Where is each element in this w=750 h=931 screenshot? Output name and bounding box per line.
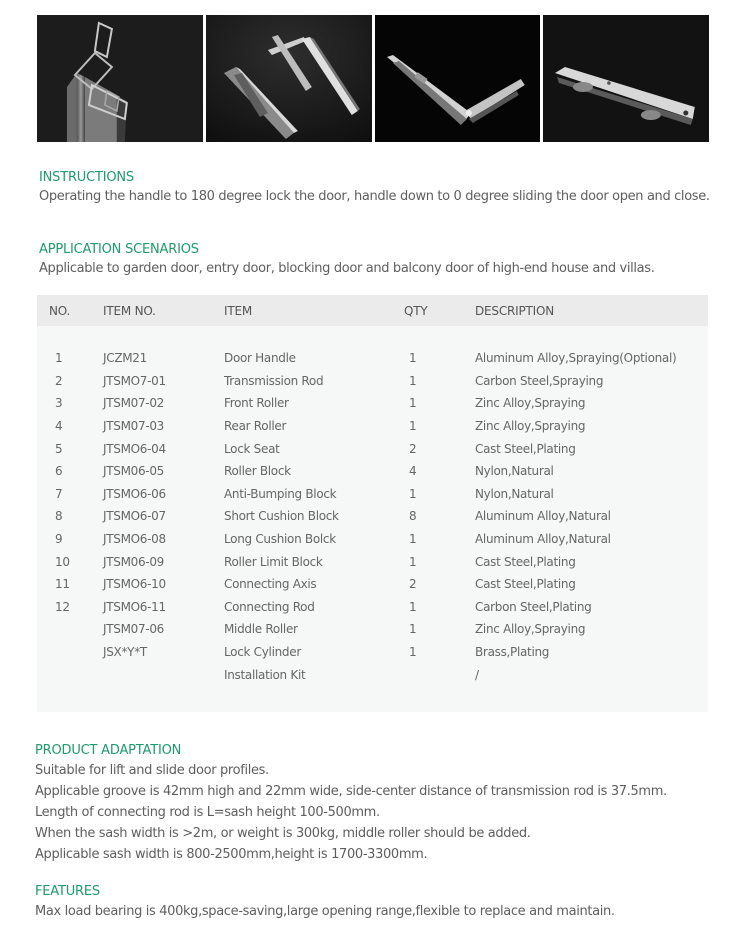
cell-description: Carbon Steel,Plating [475,599,592,614]
cell-qty: 2 [409,441,417,456]
cell-item: Front Roller [224,396,289,411]
adaptation-line: Suitable for lift and slide door profiles. [35,763,269,778]
cell-item-no: JSX*Y*T [103,645,147,660]
cell-description: Zinc Alloy,Spraying [475,396,586,411]
header-description: DESCRIPTION [475,303,555,318]
cell-item: Door Handle [224,351,296,366]
table-row [37,550,708,573]
cell-item-no: JTSM07-06 [103,622,165,637]
cell-qty: 8 [409,509,417,524]
cell-qty: 1 [409,599,417,614]
cell-qty: 4 [409,464,417,479]
cell-item-no: JTSM06-05 [103,464,165,479]
table-body [37,326,708,686]
cell-item: Roller Limit Block [224,554,323,569]
table-row [37,483,708,506]
parts-table [37,295,708,712]
cell-no: 4 [55,419,63,434]
cell-no: 10 [55,554,70,569]
table-row [37,528,708,551]
header-item-no: ITEM NO. [103,303,156,318]
product-gallery [37,15,709,142]
cell-no: 6 [55,464,63,479]
cell-no: 8 [55,509,63,524]
header-qty: QTY [404,303,428,318]
instructions-text: Operating the handle to 180 degree lock the door, handle down to 0 degree sliding the door open and close. [39,189,710,204]
cell-description: Cast Steel,Plating [475,577,576,592]
cell-item-no: JTSMO6-10 [103,577,166,592]
cell-item: Roller Block [224,464,291,479]
cell-qty: 1 [409,486,417,501]
features-section [35,883,615,922]
adaptation-line: Applicable sash width is 800-2500mm,height is 1700-3300mm. [35,847,428,862]
adaptation-heading: PRODUCT ADAPTATION [35,743,182,758]
cell-item-no: JTSM06-09 [103,554,165,569]
table-row [37,618,708,641]
cell-description: Aluminum Alloy,Natural [475,532,611,547]
cell-no: 7 [55,486,63,501]
adaptation-line: Length of connecting rod is L=sash height 100-500mm. [35,805,380,820]
cell-item: Installation Kit [224,667,306,682]
cell-description: Carbon Steel,Spraying [475,373,604,388]
cell-no: 9 [55,532,63,547]
cell-no: 1 [55,351,63,366]
cell-item: Lock Seat [224,441,280,456]
cell-description: Nylon,Natural [475,464,554,479]
cell-item-no: JTSM07-02 [103,396,165,411]
cell-item: Rear Roller [224,419,287,434]
table-row [37,596,708,619]
features-text: Max load bearing is 400kg,space-saving,large opening range,flexible to replace and maintain. [35,904,615,919]
cell-item: Transmission Rod [224,373,324,388]
cell-description: Aluminum Alloy,Spraying(Optional) [475,351,677,366]
cell-description: Zinc Alloy,Spraying [475,419,586,434]
application-heading: APPLICATION SCENARIOS [39,242,199,257]
adaptation-section [35,742,667,865]
adaptation-line: When the sash width is >2m, or weight is 300kg, middle roller should be added. [35,826,531,841]
cell-item: Anti-Bumping Block [224,486,337,501]
cell-no: 2 [55,373,63,388]
table-row [37,370,708,393]
cell-description: Brass,Plating [475,645,550,660]
cell-qty: 1 [409,373,417,388]
cell-item-no: JTSMO6-07 [103,509,166,524]
cell-item-no: JTSMO6-06 [103,486,166,501]
cell-description: Aluminum Alloy,Natural [475,509,611,524]
cell-item-no: JCZM21 [103,351,147,366]
cell-item-no: JTSMO6-04 [103,441,166,456]
cell-qty: 1 [409,396,417,411]
cell-qty: 1 [409,351,417,366]
photo-roller-carriage [543,15,709,142]
features-heading: FEATURES [35,884,100,899]
cell-item-no: JTSMO6-08 [103,532,166,547]
table-row [37,347,708,370]
instructions-section [39,169,710,207]
cell-item: Long Cushion Bolck [224,532,336,547]
cell-item: Connecting Axis [224,577,317,592]
cell-qty: 1 [409,554,417,569]
table-row [37,505,708,528]
cell-no: 12 [55,599,70,614]
adaptation-line: Applicable groove is 42mm high and 22mm wide, side-center distance of transmission rod is 37.5mm. [35,784,667,799]
cell-qty: 1 [409,532,417,547]
cell-qty: 1 [409,622,417,637]
table-row [37,573,708,596]
header-item: ITEM [224,303,253,318]
table-row [37,663,708,686]
cell-no: 3 [55,396,63,411]
table-row [37,437,708,460]
cell-qty: 1 [409,645,417,660]
cell-description: Cast Steel,Plating [475,554,576,569]
table-row [37,415,708,438]
cell-item: Connecting Rod [224,599,315,614]
table-row [37,392,708,415]
photo-corner-hardware [375,15,541,142]
header-no: NO. [49,303,71,318]
cell-qty: 2 [409,577,417,592]
table-row [37,641,708,664]
cell-item: Lock Cylinder [224,645,301,660]
cell-description: / [475,667,479,682]
cell-description: Nylon,Natural [475,486,554,501]
cell-item-no: JTSMO7-01 [103,373,166,388]
cell-no: 11 [55,577,70,592]
cell-item-no: JTSM07-03 [103,419,165,434]
cell-item: Short Cushion Block [224,509,339,524]
cell-no: 5 [55,441,63,456]
application-section [39,241,655,279]
application-text: Applicable to garden door, entry door, blocking door and balcony door of high-end house and villas. [39,261,655,276]
photo-door-handles [206,15,372,142]
cell-item-no: JTSMO6-11 [103,599,166,614]
cell-description: Zinc Alloy,Spraying [475,622,586,637]
cell-qty: 1 [409,419,417,434]
cell-item: Middle Roller [224,622,298,637]
table-header [37,295,708,326]
table-row [37,460,708,483]
instructions-heading: INSTRUCTIONS [39,170,134,185]
photo-aluminum-profile [37,15,203,142]
cell-description: Cast Steel,Plating [475,441,576,456]
